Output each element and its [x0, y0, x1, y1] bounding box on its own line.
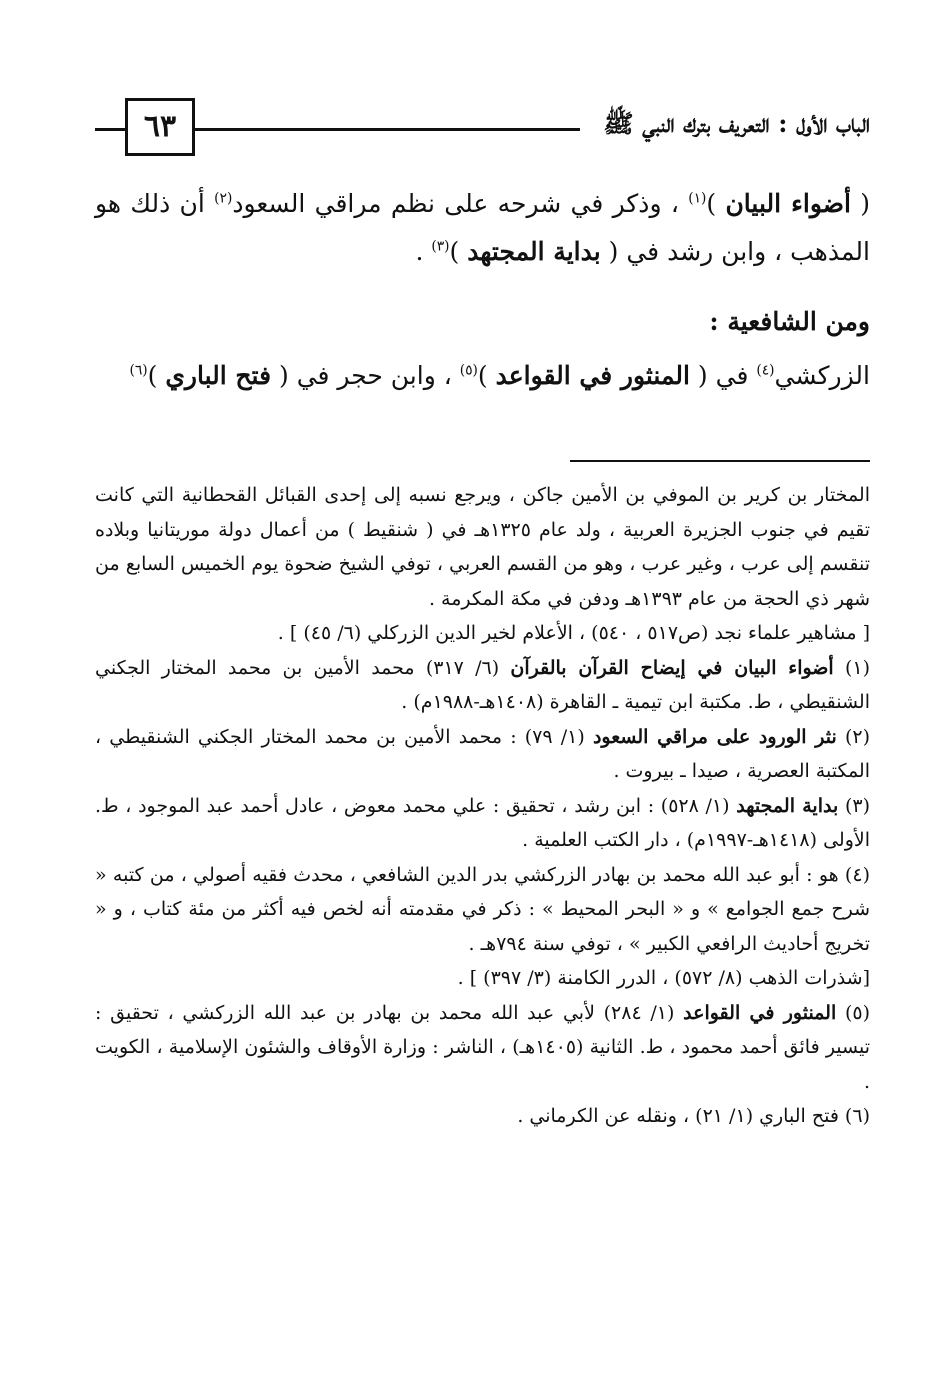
- footnotes: [95, 478, 870, 1134]
- text-run: في (: [689, 361, 757, 390]
- footnote-ref-3[interactable]: (٣): [431, 238, 450, 255]
- footnote-ref-2[interactable]: (٢): [214, 190, 233, 207]
- text-run: ): [477, 361, 496, 390]
- work-title-al-manthur: المنثور في القواعد: [495, 361, 690, 390]
- footnote-title: بداية المجتهد: [736, 794, 839, 817]
- footnote-number: (٣): [838, 794, 870, 817]
- footnote-ref-1[interactable]: (١): [688, 190, 707, 207]
- footnote-ref-6[interactable]: (٦): [129, 362, 148, 379]
- main-text: [95, 180, 870, 400]
- footnote-carry-over-sources: [ مشاهير علماء نجد (ص٥١٧ ، ٥٤٠) ، الأعلام لخير الدين الزركلي (٦/ ٤٥) ] .: [277, 622, 870, 644]
- footnote-number: (١): [833, 656, 871, 679]
- header-rule-middle: [195, 128, 580, 131]
- footnote-number: (٢): [836, 725, 870, 748]
- text-run: ): [706, 189, 726, 218]
- footnote-text: (١/ ٧٩) : محمد الأمين بن محمد المختار الجكني الشنقيطي ، المكتبة العصرية ، صيدا ـ بيروت .: [95, 725, 870, 782]
- footnote-4-sources: [شذرات الذهب (٨/ ٥٧٢) ، الدرر الكامنة (٣/ ٣٩٧) ] .: [457, 967, 870, 989]
- text-run: ، وذكر في شرحه على نظم مراقي السعود: [232, 189, 689, 218]
- work-title-adwa-al-bayan: أضواء البيان: [725, 189, 851, 218]
- section-heading: ومن الشافعية :: [709, 307, 870, 336]
- text-run: ): [449, 237, 468, 266]
- footnote-3: [95, 789, 870, 858]
- text-run: .: [415, 237, 432, 266]
- text-run: (: [850, 189, 871, 218]
- footnote-text: (١/ ٥٢٨) : ابن رشد ، تحقيق : علي محمد معوض ، عادل أحمد عبد الموجود ، ط. الأولى (١٤١٨هـ-١٩٩٧م) ، دار الكتب العلمية .: [95, 794, 870, 851]
- footnote-title: المنثور في القواعد: [683, 1001, 837, 1024]
- page-number: ٦٣: [125, 98, 195, 156]
- work-title-fath-al-bari: فتح الباري: [165, 361, 272, 390]
- footnote-ref-4[interactable]: (٤): [756, 362, 775, 379]
- footnote-6: (٦) فتح الباري (١/ ٢١) ، ونقله عن الكرماني .: [517, 1105, 870, 1127]
- footnote-5: [95, 996, 870, 1100]
- header-rule-left: [95, 128, 125, 131]
- footnote-title: أضواء البيان في إيضاح القرآن بالقرآن: [510, 656, 834, 679]
- body-paragraph-2: [95, 352, 870, 400]
- footnote-separator: [570, 460, 870, 462]
- body-paragraph-1: [95, 180, 870, 276]
- footnote-text: (١/ ٢٨٤) لأبي عبد الله محمد بن بهادر بن عبد الله الزركشي ، تحقيق : تيسير فائق أحمد محمود ، ط. الثانية (١٤٠٥هـ) ، الناشر : وزارة الأوقاف والشئون الإسلامية ، الكويت .: [95, 1001, 871, 1093]
- work-title-bidayat-al-mujtahid: بداية المجتهد: [467, 237, 601, 266]
- text-run: ، وابن حجر في (: [271, 361, 460, 390]
- footnote-2: [95, 720, 870, 789]
- text-run: الزركشي: [774, 361, 870, 390]
- chapter-title: الباب الأول : التعريف بترك النبي ﷺ: [603, 109, 870, 138]
- running-header: [95, 98, 870, 162]
- footnote-4: (٤) هو : أبو عبد الله محمد بن بهادر الزركشي بدر الدين الشافعي ، محدث فقيه أصولي ، من كتبه « شرح جمع الجوامع » و « البحر المحيط » : ذكر في مقدمته أنه لخص فيه أكثر من مئة كتاب ، و « تخريج أحاديث الرافعي الكبير » ، توفي سنة ٧٩٤هـ .: [95, 863, 870, 955]
- footnote-number: (٥): [836, 1001, 871, 1024]
- footnote-1: [95, 651, 870, 720]
- footnote-carry-over: المختار بن كرير بن الموفي بن الأمين جاكن ، ويرجع نسبه إلى إحدى القبائل القحطانية التي كانت تقيم في جنوب الجزيرة العربية ، ولد عام ١٣٢٥هـ في ( شنقيط ) من أعمال دولة موريتانيا وبلاده تنقسم إلى عرب ، وغير عرب ، وهو من القسم العربي ، توفي الشيخ ضحوة يوم الخميس السابع من شهر ذي الحجة من عام ١٣٩٣هـ ودفن في مكة المكرمة .: [95, 484, 870, 610]
- footnote-text: (٦/ ٣١٧) محمد الأمين بن محمد المختار الجكني الشنقيطي ، ط. مكتبة ابن تيمية ـ القاهرة (١٤٠٨هـ-١٩٨٨م) .: [95, 656, 870, 713]
- text-run: ): [147, 361, 166, 390]
- footnote-ref-5[interactable]: (٥): [459, 362, 478, 379]
- footnote-title: نثر الورود على مراقي السعود: [592, 725, 837, 748]
- text-run: أن ذلك هو المذهب ، وابن رشد في (: [95, 189, 870, 266]
